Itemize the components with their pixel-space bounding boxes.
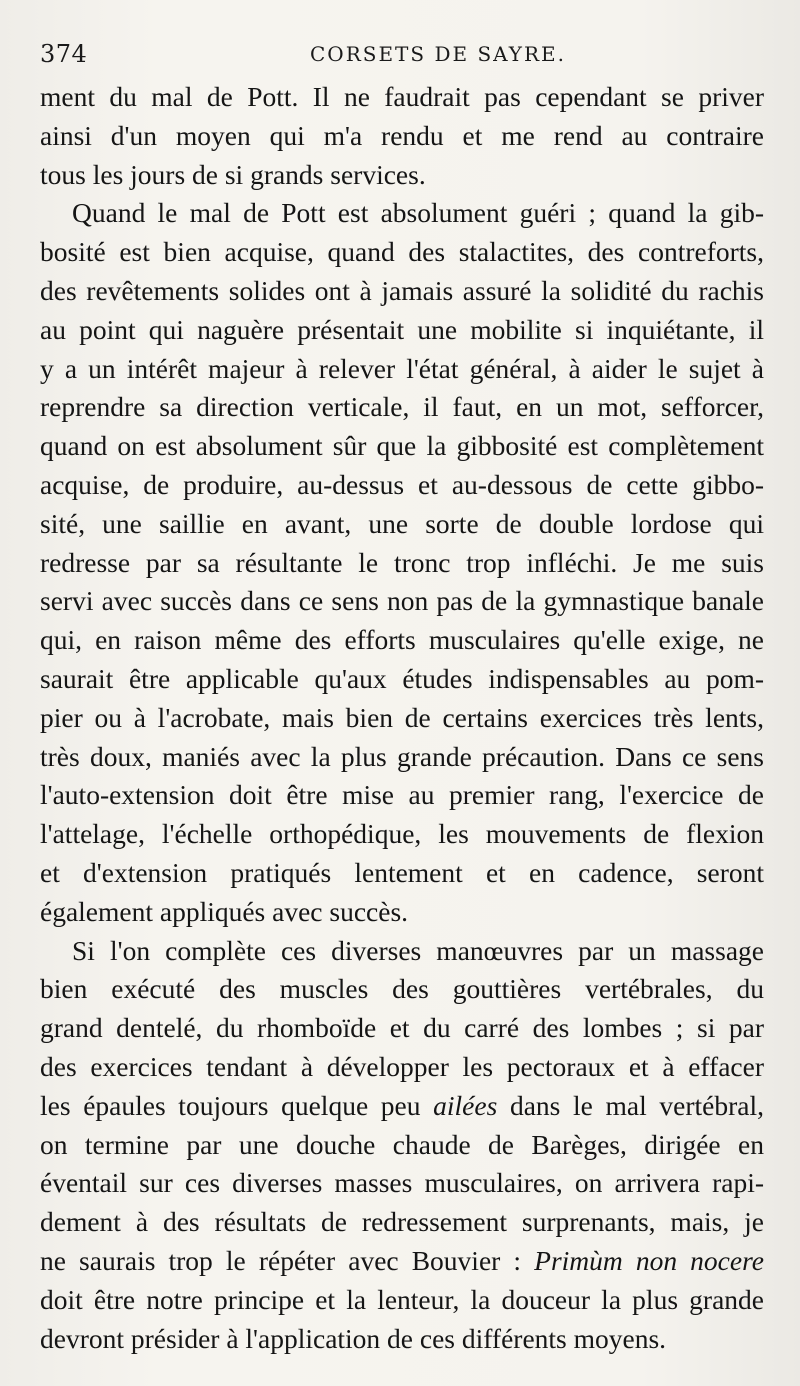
text-line: bosité est bien acquise, quand des stalactites, des contreforts, xyxy=(40,236,764,268)
text-line: l'attelage, l'échelle orthopédique, les mouvements de flexion xyxy=(40,818,764,850)
text-line: dement à des résultats de redressement surprenants, mais, je xyxy=(40,1206,764,1238)
text-line: tous les jours de si grands services. xyxy=(40,158,426,190)
text-line: sité, une saillie en avant, une sorte de double lordose qui xyxy=(40,507,764,539)
italic-quote: Primùm non nocere xyxy=(534,1244,764,1276)
page-header xyxy=(40,34,760,74)
text-line: éventail sur ces diverses masses musculaires, on arrivera rapi- xyxy=(40,1167,764,1199)
text-line: pier ou à l'acrobate, mais bien de certains exercices très lents, xyxy=(40,701,764,733)
text-line: devront présider à l'application de ces différents moyens. xyxy=(40,1322,667,1354)
text-line: redresse par sa résultante le tronc trop infléchi. Je me suis xyxy=(40,546,764,578)
text-line: et d'extension pratiqués lentement et en cadence, seront xyxy=(40,856,764,888)
text-line-with-italic xyxy=(40,1242,764,1281)
text-line: quand on est absolument sûr que la gibbosité est complètement xyxy=(40,430,764,462)
text-line: très doux, maniés avec la plus grande précaution. Dans ce sens xyxy=(40,740,764,772)
running-head: CORSETS DE SAYRE. xyxy=(310,42,567,66)
text-line-with-italic xyxy=(40,1087,764,1126)
text-line: acquise, de produire, au-dessus et au-dessous de cette gibbo- xyxy=(40,468,764,500)
text-line: saurait être applicable qu'aux études indispensables au pom- xyxy=(40,662,764,694)
text-line: également appliqués avec succès. xyxy=(40,895,409,927)
body-text xyxy=(40,78,764,1358)
text-line: des exercices tendant à développer les pectoraux et à effacer xyxy=(40,1050,764,1082)
text-line: doit être notre principe et la lenteur, la douceur la plus grande xyxy=(40,1283,764,1315)
text-line: grand dentelé, du rhomboïde et du carré des lombes ; si par xyxy=(40,1012,764,1044)
text-segment: ne saurais trop le répéter avec Bouvier : xyxy=(40,1244,535,1276)
text-line: Si l'on complète ces diverses manœuvres par un massage xyxy=(72,934,764,966)
text-line: ainsi d'un moyen qui m'a rendu et me rend au contraire xyxy=(40,119,764,151)
text-line: au point qui naguère présentait une mobilite si inquiétante, il xyxy=(40,313,764,345)
text-line: on termine par une douche chaude de Barèges, dirigée en xyxy=(40,1128,764,1160)
italic-word: ailées xyxy=(433,1089,498,1121)
text-segment: dans le mal vertébral, xyxy=(497,1089,764,1121)
text-line: ment du mal de Pott. Il ne faudrait pas cependant se priver xyxy=(40,81,764,112)
text-segment: les épaules toujours quelque peu xyxy=(40,1089,434,1121)
text-line: qui, en raison même des efforts musculaires qu'elle exige, ne xyxy=(40,624,764,656)
text-line: servi avec succès dans ce sens non pas de la gymnastique banale xyxy=(40,585,764,617)
text-line: des revêtements solides ont à jamais assuré la solidité du rachis xyxy=(40,274,764,306)
text-line: reprendre sa direction verticale, il faut, en un mot, sefforcer, xyxy=(40,391,764,423)
text-line: l'auto-extension doit être mise au premier rang, l'exercice de xyxy=(40,779,764,811)
text-line: bien exécuté des muscles des gouttières vertébrales, du xyxy=(40,973,764,1005)
text-line: Quand le mal de Pott est absolument guéri ; quand la gib- xyxy=(72,197,764,229)
page-number: 374 xyxy=(40,40,88,68)
text-line: y a un intérêt majeur à relever l'état général, à aider le sujet à xyxy=(40,352,764,384)
